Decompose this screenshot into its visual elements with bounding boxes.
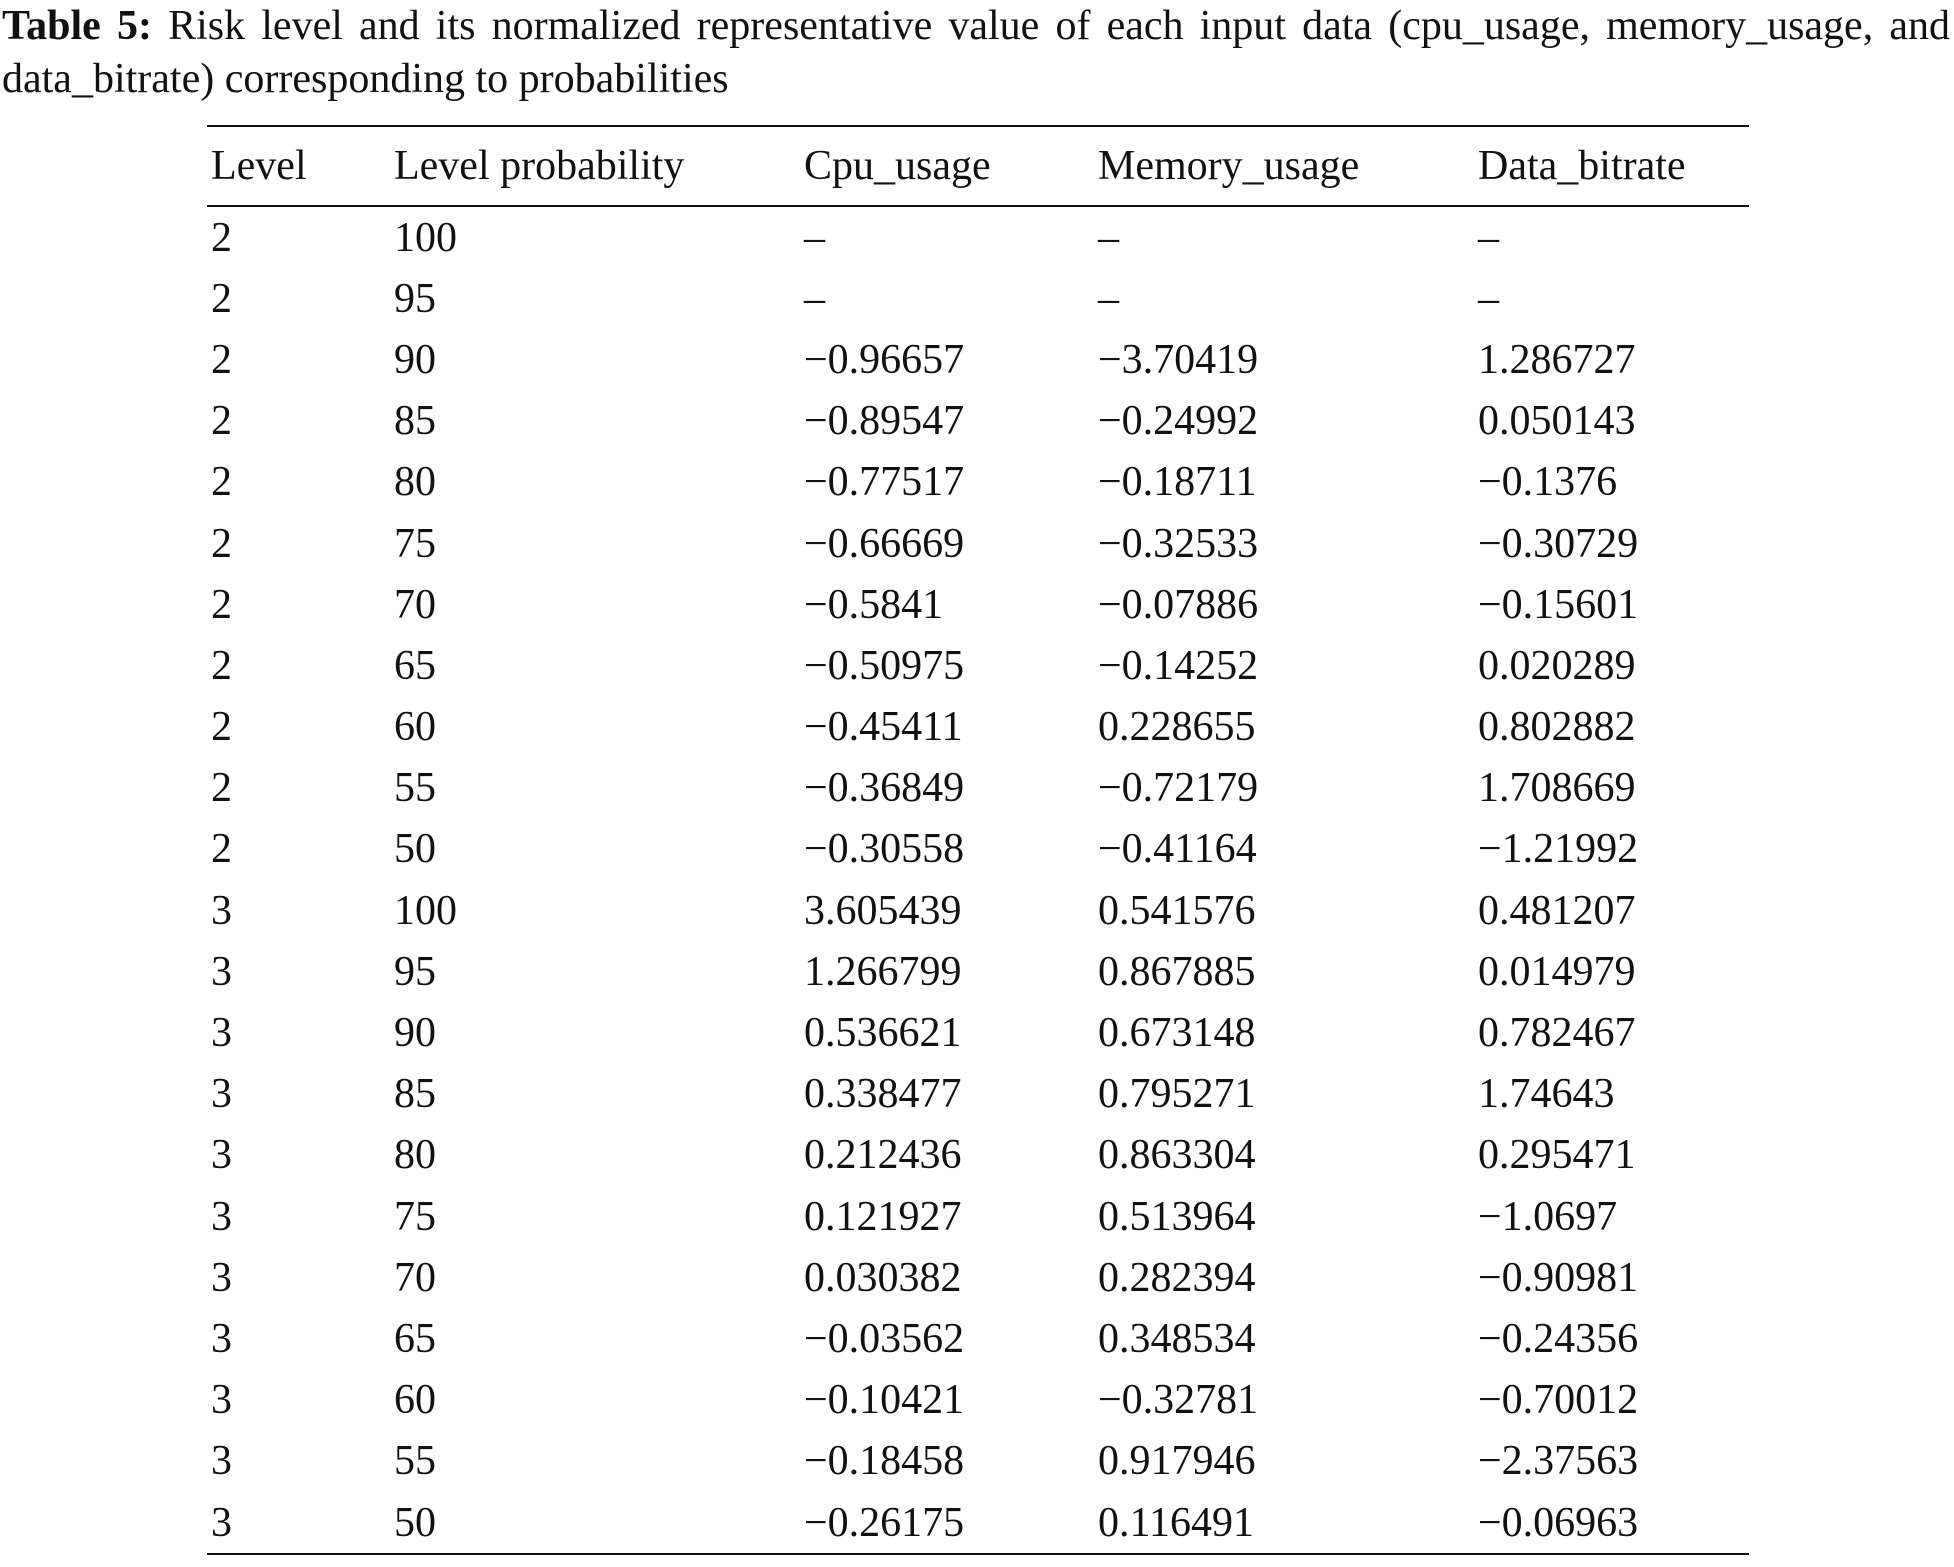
cell-cpu-usage: 0.212436 (804, 1132, 962, 1179)
cell-cpu-usage: −0.03562 (804, 1315, 965, 1362)
cell-level-probability: 80 (394, 1132, 436, 1179)
table-row (207, 1492, 1749, 1554)
cell-level-probability: 50 (394, 826, 436, 873)
cell-cpu-usage: −0.26175 (804, 1499, 965, 1546)
cell-level-probability: 75 (394, 520, 436, 567)
table-row (207, 1247, 1749, 1308)
cell-cpu-usage: −0.36849 (804, 765, 965, 812)
cell-cpu-usage: −0.18458 (804, 1438, 965, 1485)
cell-level: 3 (211, 1132, 232, 1179)
table-row (207, 1002, 1749, 1063)
cell-level-probability: 60 (394, 1377, 436, 1424)
cell-level-probability: 65 (394, 642, 436, 689)
cell-level: 2 (211, 275, 232, 322)
cell-level-probability: 70 (394, 581, 436, 628)
cell-cpu-usage: 3.605439 (804, 887, 962, 934)
cell-memory-usage: −0.24992 (1098, 398, 1259, 445)
cell-cpu-usage: 1.266799 (804, 948, 962, 995)
cell-memory-usage: 0.917946 (1098, 1438, 1256, 1485)
cell-memory-usage: 0.673148 (1098, 1010, 1256, 1057)
cell-level-probability: 95 (394, 275, 436, 322)
cell-cpu-usage: 0.030382 (804, 1254, 962, 1301)
table-row (207, 941, 1749, 1002)
cell-level: 3 (211, 1071, 232, 1118)
cell-memory-usage: 0.228655 (1098, 704, 1256, 751)
cell-data-bitrate: – (1478, 214, 1499, 261)
cell-cpu-usage: 0.338477 (804, 1071, 962, 1118)
cell-level: 3 (211, 1438, 232, 1485)
cell-level: 2 (211, 704, 232, 751)
cell-level: 3 (211, 887, 232, 934)
cell-memory-usage: 0.795271 (1098, 1071, 1256, 1118)
cell-level: 3 (211, 1010, 232, 1057)
table-caption (2, 0, 1950, 106)
table-caption-label: Table 5: (2, 3, 152, 49)
cell-data-bitrate: −0.30729 (1478, 520, 1639, 567)
cell-memory-usage: 0.541576 (1098, 887, 1256, 934)
cell-data-bitrate: 0.481207 (1478, 887, 1636, 934)
cell-level: 3 (211, 1377, 232, 1424)
cell-level: 2 (211, 826, 232, 873)
cell-level-probability: 85 (394, 398, 436, 445)
cell-level: 2 (211, 642, 232, 689)
cell-memory-usage: −0.18711 (1098, 459, 1257, 506)
cell-data-bitrate: −0.1376 (1478, 459, 1618, 506)
cell-memory-usage: −0.41164 (1098, 826, 1257, 873)
cell-memory-usage: −0.14252 (1098, 642, 1259, 689)
cell-memory-usage: 0.867885 (1098, 948, 1256, 995)
header-level: Level (211, 143, 307, 189)
cell-data-bitrate: 1.708669 (1478, 765, 1636, 812)
cell-level-probability: 70 (394, 1254, 436, 1301)
cell-memory-usage: −0.07886 (1098, 581, 1259, 628)
table-row (207, 329, 1749, 390)
table-row (207, 452, 1749, 513)
cell-data-bitrate: 0.020289 (1478, 642, 1636, 689)
cell-level-probability: 65 (394, 1315, 436, 1362)
cell-level: 2 (211, 336, 232, 383)
table-row (207, 1431, 1749, 1492)
cell-data-bitrate: −2.37563 (1478, 1438, 1639, 1485)
table-row (207, 1370, 1749, 1431)
table-body (207, 206, 1749, 1554)
cell-level-probability: 90 (394, 336, 436, 383)
cell-cpu-usage: −0.96657 (804, 336, 965, 383)
cell-data-bitrate: −0.70012 (1478, 1377, 1639, 1424)
cell-level: 2 (211, 765, 232, 812)
cell-level-probability: 50 (394, 1499, 436, 1546)
table-row (207, 513, 1749, 574)
cell-cpu-usage: 0.121927 (804, 1193, 962, 1240)
header-data-bitrate: Data_bitrate (1478, 143, 1686, 189)
cell-level-probability: 100 (394, 214, 457, 261)
table-row (207, 1125, 1749, 1186)
risk-level-table (207, 125, 1749, 1555)
table-row (207, 268, 1749, 329)
cell-data-bitrate: −1.0697 (1478, 1193, 1618, 1240)
header-cpu-usage: Cpu_usage (804, 143, 991, 189)
cell-level: 3 (211, 1315, 232, 1362)
cell-level: 3 (211, 948, 232, 995)
cell-cpu-usage: −0.30558 (804, 826, 965, 873)
cell-memory-usage: – (1098, 275, 1119, 322)
cell-cpu-usage: −0.45411 (804, 704, 963, 751)
cell-data-bitrate: 0.802882 (1478, 704, 1636, 751)
cell-cpu-usage: −0.5841 (804, 581, 944, 628)
cell-memory-usage: −0.32533 (1098, 520, 1259, 567)
cell-level-probability: 75 (394, 1193, 436, 1240)
cell-level-probability: 80 (394, 459, 436, 506)
cell-cpu-usage: −0.89547 (804, 398, 965, 445)
cell-data-bitrate: −0.15601 (1478, 581, 1639, 628)
table-row (207, 1186, 1749, 1247)
cell-memory-usage: −0.72179 (1098, 765, 1259, 812)
cell-data-bitrate: 1.286727 (1478, 336, 1636, 383)
cell-memory-usage: 0.863304 (1098, 1132, 1256, 1179)
header-level-probability: Level probability (394, 143, 685, 189)
cell-cpu-usage: −0.50975 (804, 642, 965, 689)
cell-cpu-usage: 0.536621 (804, 1010, 962, 1057)
table-row (207, 391, 1749, 452)
cell-data-bitrate: −0.90981 (1478, 1254, 1639, 1301)
cell-cpu-usage: −0.77517 (804, 459, 965, 506)
cell-level-probability: 95 (394, 948, 436, 995)
table-header-row (207, 126, 1749, 206)
cell-data-bitrate: 0.050143 (1478, 398, 1636, 445)
cell-memory-usage: 0.116491 (1098, 1499, 1254, 1546)
table-row (207, 697, 1749, 758)
cell-data-bitrate: 0.782467 (1478, 1010, 1636, 1057)
table-caption-text: Risk level and its normalized representative value of each input data (cpu_usage, memory_usage, and data_bitrate) corresponding to probabilities (2, 3, 1950, 102)
cell-level-probability: 60 (394, 704, 436, 751)
data-table-container (207, 125, 1749, 1555)
cell-cpu-usage: −0.10421 (804, 1377, 965, 1424)
cell-data-bitrate: −1.21992 (1478, 826, 1639, 873)
cell-memory-usage: 0.513964 (1098, 1193, 1256, 1240)
cell-memory-usage: 0.348534 (1098, 1315, 1256, 1362)
table-row (207, 1308, 1749, 1369)
cell-level: 2 (211, 398, 232, 445)
cell-data-bitrate: −0.06963 (1478, 1499, 1639, 1546)
cell-level-probability: 55 (394, 1438, 436, 1485)
header-memory-usage: Memory_usage (1098, 143, 1360, 189)
table-row (207, 819, 1749, 880)
cell-level-probability: 100 (394, 887, 457, 934)
cell-level-probability: 85 (394, 1071, 436, 1118)
table-row (207, 1064, 1749, 1125)
table-row (207, 758, 1749, 819)
cell-level-probability: 55 (394, 765, 436, 812)
cell-data-bitrate: – (1478, 275, 1499, 322)
cell-memory-usage: 0.282394 (1098, 1254, 1256, 1301)
cell-level-probability: 90 (394, 1010, 436, 1057)
cell-memory-usage: −3.70419 (1098, 336, 1259, 383)
cell-level: 2 (211, 214, 232, 261)
cell-level: 3 (211, 1499, 232, 1546)
cell-data-bitrate: −0.24356 (1478, 1315, 1639, 1362)
cell-memory-usage: −0.32781 (1098, 1377, 1259, 1424)
table-header (207, 126, 1749, 206)
cell-data-bitrate: 0.014979 (1478, 948, 1636, 995)
cell-cpu-usage: – (804, 214, 825, 261)
cell-data-bitrate: 0.295471 (1478, 1132, 1636, 1179)
cell-level: 2 (211, 581, 232, 628)
cell-data-bitrate: 1.74643 (1478, 1071, 1615, 1118)
table-row (207, 574, 1749, 635)
table-row (207, 206, 1749, 268)
table-row (207, 880, 1749, 941)
cell-cpu-usage: – (804, 275, 825, 322)
cell-level: 2 (211, 520, 232, 567)
cell-level: 2 (211, 459, 232, 506)
table-row (207, 635, 1749, 696)
cell-level: 3 (211, 1254, 232, 1301)
cell-cpu-usage: −0.66669 (804, 520, 965, 567)
cell-memory-usage: – (1098, 214, 1119, 261)
cell-level: 3 (211, 1193, 232, 1240)
